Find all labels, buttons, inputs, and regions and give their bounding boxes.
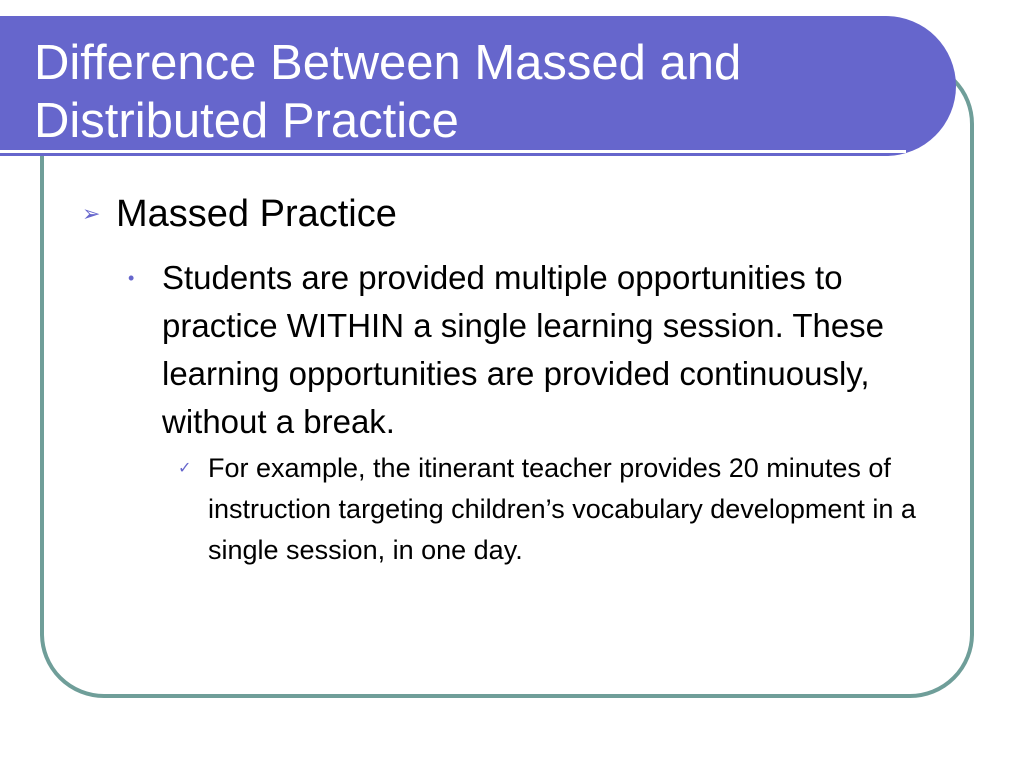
arrow-bullet-icon: ➢ — [82, 201, 101, 226]
slide-title: Difference Between Massed and Distributed Practice — [34, 36, 742, 148]
dot-bullet-icon: • — [128, 268, 135, 288]
bullet-example-text: For example, the itinerant teacher provides 20 minutes of instruction targeting children’s vocabulary development in a single session, in one day. — [208, 453, 916, 565]
title-banner — [0, 16, 956, 156]
checkmark-bullet-icon: ✓ — [178, 460, 192, 477]
bullet-heading-text: Massed Practice — [116, 193, 397, 235]
bullet-example — [178, 448, 928, 571]
bullet-definition — [128, 254, 952, 446]
bullet-definition-text: Students are provided multiple opportunities to practice WITHIN a single learning session. These learning opportunities are provided continuously, without a break. — [162, 259, 885, 440]
bullet-massed-practice — [82, 190, 397, 238]
title-underline — [0, 150, 906, 153]
